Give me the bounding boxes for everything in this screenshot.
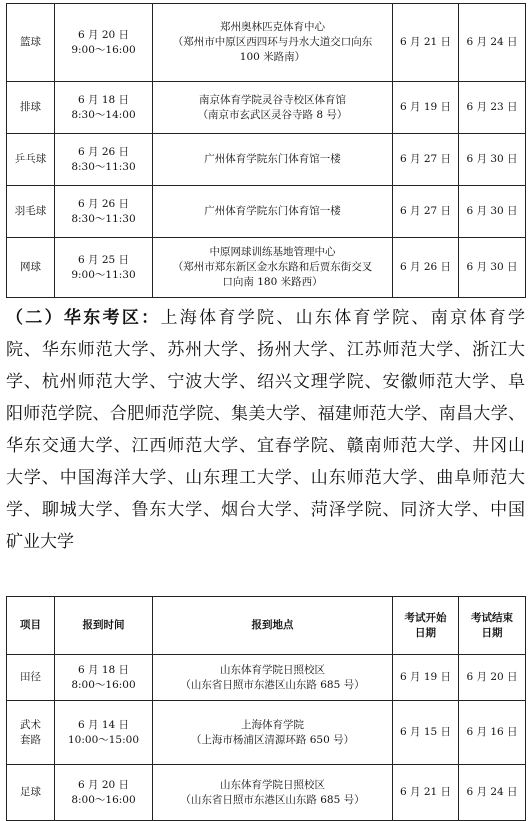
table-header-row	[7, 597, 526, 655]
cell-line: （山东省日照市东港区山东路 685 号）	[180, 793, 365, 806]
table-row	[7, 82, 526, 134]
exam-end-cell: 6 月 30 日	[459, 186, 526, 238]
cell-line: 9:00～11:30	[71, 268, 136, 281]
report-venue-cell	[153, 701, 393, 765]
exam-start-cell: 6 月 21 日	[393, 4, 459, 82]
schedule-table-1-body	[7, 4, 526, 298]
sport-cell	[7, 701, 55, 765]
exam-end-cell: 6 月 16 日	[459, 701, 526, 765]
exam-start-cell: 6 月 27 日	[393, 134, 459, 186]
exam-start-cell: 6 月 26 日	[393, 238, 459, 298]
cell-line: （山东省日照市东港区山东路 685 号）	[180, 678, 365, 691]
exam-end-cell: 6 月 30 日	[459, 134, 526, 186]
cell-line: 6 月 25 日	[77, 253, 130, 266]
report-venue-cell	[153, 4, 393, 82]
header-report-time: 报到时间	[55, 597, 153, 655]
cell-line: 8:30～14:00	[71, 108, 136, 121]
cell-line: （郑州市郑东新区金水东路和后贾东街交叉	[172, 261, 373, 273]
exam-start-cell: 6 月 19 日	[393, 655, 459, 701]
table-row	[7, 765, 526, 821]
sport-cell: 排球	[7, 82, 55, 134]
cell-line: （上海市杨浦区清源环路 650 号）	[190, 733, 355, 746]
sport-cell: 网球	[7, 238, 55, 298]
paragraph-line: 阳师范学院、合肥师范学院、集美大学、福建师范大学、南昌大学、	[6, 404, 525, 424]
schedule-table-2	[6, 596, 526, 821]
table-row	[7, 134, 526, 186]
header-report-venue: 报到地点	[153, 597, 393, 655]
exam-end-cell: 6 月 30 日	[459, 238, 526, 298]
table-row	[7, 655, 526, 701]
header-line: 考试开始	[404, 611, 447, 624]
cell-line: （郑州市中原区西四环与丹水大道交口向东	[172, 36, 373, 48]
cell-line: 8:30～11:30	[71, 212, 136, 225]
cell-line: 6 月 20 日	[77, 28, 130, 41]
cell-line: 6 月 18 日	[77, 93, 130, 106]
header-line: 日期	[415, 626, 436, 639]
paragraph-line: 上海体育学院、山东体育学院、南京体育学	[160, 308, 526, 328]
schedule-table-2-head	[7, 597, 526, 655]
report-venue-cell	[153, 655, 393, 701]
report-venue-cell	[153, 765, 393, 821]
report-time-cell	[55, 4, 153, 82]
paragraph-line: 大学、中国海洋大学、山东理工大学、山东师范大学、曲阜师范大	[6, 468, 525, 488]
report-time-cell	[55, 655, 153, 701]
exam-end-cell: 6 月 23 日	[459, 82, 526, 134]
header-project: 项目	[7, 597, 55, 655]
cell-line: 中原网球训练基地管理中心	[209, 246, 336, 258]
cell-line: 8:00～16:00	[71, 793, 136, 806]
cell-line: （南京市玄武区灵谷寺路 8 号）	[197, 108, 348, 121]
exam-start-cell: 6 月 21 日	[393, 765, 459, 821]
report-time-cell	[55, 82, 153, 134]
cell-line: 郑州奥林匹克体育中心	[220, 21, 325, 33]
cell-line: 南京体育学院灵谷寺校区体育馆	[199, 93, 346, 106]
cell-line: 6 月 14 日	[77, 718, 130, 731]
exam-start-cell: 6 月 27 日	[393, 186, 459, 238]
section-heading: （二）华东考区：	[6, 308, 161, 328]
cell-line: 6 月 18 日	[77, 663, 130, 676]
cell-line: 广州体育学院东门体育馆一楼	[204, 205, 341, 217]
paragraph-line: 华东交通大学、江西师范大学、宜春学院、赣南师范大学、井冈山	[6, 436, 525, 456]
exam-end-cell: 6 月 24 日	[459, 4, 526, 82]
header-line: 考试结束	[471, 611, 513, 624]
cell-line: 100 米路南）	[239, 51, 306, 63]
cell-line: 口向南 180 米路西）	[222, 276, 323, 288]
sport-cell: 羽毛球	[7, 186, 55, 238]
cell-line: 武术	[20, 718, 41, 731]
sport-cell: 篮球	[7, 4, 55, 82]
paragraph-line: 学、杭州师范大学、宁波大学、绍兴文理学院、安徽师范大学、阜	[6, 372, 525, 392]
cell-line: 足球	[20, 786, 41, 798]
schedule-table-1	[6, 3, 526, 298]
cell-line: 上海体育学院	[241, 718, 304, 731]
cell-line: 广州体育学院东门体育馆一楼	[204, 153, 341, 165]
report-time-cell	[55, 765, 153, 821]
header-exam-start	[393, 597, 459, 655]
cell-line: 6 月 20 日	[77, 778, 130, 791]
sport-cell: 乒乓球	[7, 134, 55, 186]
table-row	[7, 238, 526, 298]
table-row	[7, 701, 526, 765]
report-venue-cell	[153, 82, 393, 134]
header-line: 日期	[481, 626, 503, 639]
cell-line: 套路	[20, 733, 41, 746]
paragraph-line: 院、华东师范大学、苏州大学、扬州大学、江苏师范大学、浙江大	[6, 340, 525, 360]
cell-line: 8:00～16:00	[71, 678, 136, 691]
report-venue-cell	[153, 134, 393, 186]
cell-line: 9:00～16:00	[71, 43, 136, 56]
paragraph-line-first	[6, 302, 525, 334]
report-time-cell	[55, 134, 153, 186]
sport-cell	[7, 655, 55, 701]
exam-end-cell: 6 月 20 日	[459, 655, 526, 701]
paragraph-line: 矿业大学	[6, 532, 74, 552]
cell-line: 6 月 26 日	[77, 145, 130, 158]
report-time-cell	[55, 238, 153, 298]
exam-start-cell: 6 月 15 日	[393, 701, 459, 765]
cell-line: 山东体育学院日照校区	[220, 778, 325, 791]
report-time-cell	[55, 186, 153, 238]
exam-end-cell: 6 月 24 日	[459, 765, 526, 821]
cell-line: 6 月 26 日	[77, 197, 130, 210]
table-row	[7, 4, 526, 82]
cell-line: 8:30～11:30	[71, 160, 136, 173]
cell-line: 田径	[20, 671, 41, 683]
header-exam-end	[459, 597, 526, 655]
east-region-paragraph	[6, 302, 525, 558]
table-row	[7, 186, 526, 238]
report-time-cell	[55, 701, 153, 765]
paragraph-line: 学、聊城大学、鲁东大学、烟台大学、菏泽学院、同济大学、中国	[6, 500, 525, 520]
schedule-table-2-body	[7, 655, 526, 821]
report-venue-cell	[153, 186, 393, 238]
sport-cell	[7, 765, 55, 821]
cell-line: 山东体育学院日照校区	[220, 663, 325, 676]
cell-line: 10:00～15:00	[67, 733, 140, 746]
report-venue-cell	[153, 238, 393, 298]
exam-start-cell: 6 月 19 日	[393, 82, 459, 134]
